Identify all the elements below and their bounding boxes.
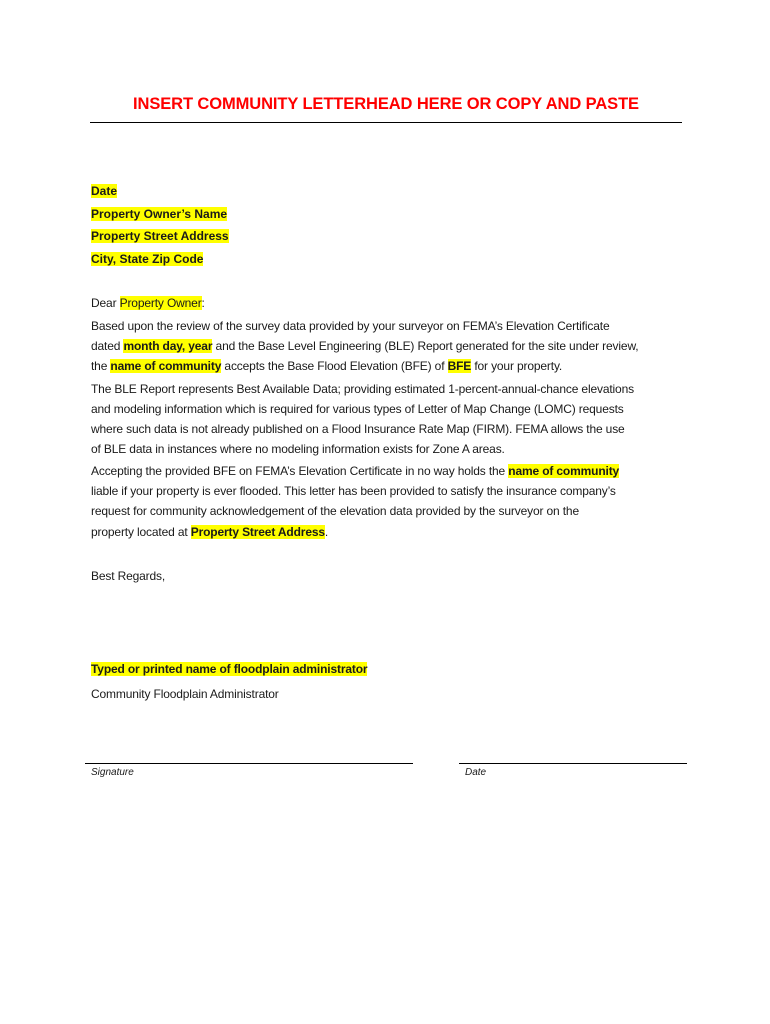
owner-name-placeholder: Property Owner’s Name (91, 207, 228, 221)
bfe-placeholder: BFE (447, 359, 472, 373)
para1-line1: Based upon the review of the survey data provided by your surveyor on FEMA’s Elevation Certificate (91, 319, 610, 333)
para2-line4: of BLE data in instances where no modeling information exists for Zone A areas. (91, 442, 505, 456)
date-line (459, 763, 687, 764)
administrator-title: Community Floodplain Administrator (91, 687, 279, 701)
para2-line1: The BLE Report represents Best Available Data; providing estimated 1-percent-annual-chance elevations (91, 382, 634, 396)
para3-line4 (91, 525, 328, 540)
date-of-report-placeholder: month day, year (123, 339, 213, 353)
para3-line4-text-b: . (324, 525, 329, 539)
date-label: Date (465, 767, 487, 778)
address-street (91, 229, 229, 244)
salutation (91, 296, 205, 311)
para3-line3: request for community acknowledgement of the elevation data provided by the surveyor on the (91, 504, 579, 518)
address-date (91, 184, 117, 199)
para3-line2: liable if your property is ever flooded. This letter has been provided to satisfy the insurance company’s (91, 484, 616, 498)
para1-line2-text-b: and the Base Level Engineering (BLE) Report generated for the site under review, (212, 339, 639, 353)
salutation-owner-placeholder: Property Owner (119, 296, 202, 310)
para1-line2 (91, 339, 638, 354)
address-city-state-zip (91, 252, 203, 267)
para1-line3-text-c: for your property. (471, 359, 563, 373)
signature-line (85, 763, 413, 764)
community-name-placeholder-2: name of community (508, 464, 620, 478)
date-placeholder: Date (91, 184, 118, 198)
para1-line3-text-b: accepts the Base Flood Elevation (BFE) of (221, 359, 448, 373)
para1-line3-text-a: the (91, 359, 111, 373)
para3-line4-text-a: property located at (91, 525, 191, 539)
para1-line3 (91, 359, 562, 374)
administrator-name-line (91, 662, 367, 677)
street-address-placeholder-2: Property Street Address (190, 525, 325, 539)
signature-label: Signature (91, 767, 134, 778)
community-name-placeholder: name of community (110, 359, 222, 373)
address-owner-name (91, 207, 227, 222)
para3-line1 (91, 464, 619, 479)
para2-line2: and modeling information which is required for various types of Letter of Map Change (LOMC) requests (91, 402, 624, 416)
letterhead-divider (90, 122, 682, 123)
closing: Best Regards, (91, 569, 166, 583)
para2-line3: where such data is not already published on a Flood Insurance Rate Map (FIRM). FEMA allows the use (91, 422, 625, 436)
salutation-prefix: Dear (91, 296, 120, 310)
street-placeholder: Property Street Address (91, 229, 229, 243)
city-state-zip-placeholder: City, State Zip Code (91, 252, 204, 266)
letterhead-placeholder: INSERT COMMUNITY LETTERHEAD HERE OR COPY AND PASTE (133, 95, 639, 113)
para3-line1-text-a: Accepting the provided BFE on FEMA’s Elevation Certificate in no way holds the (91, 464, 509, 478)
salutation-suffix: : (201, 296, 205, 310)
para1-line2-text-a: dated (91, 339, 124, 353)
administrator-name-placeholder: Typed or printed name of floodplain administrator (91, 662, 368, 676)
